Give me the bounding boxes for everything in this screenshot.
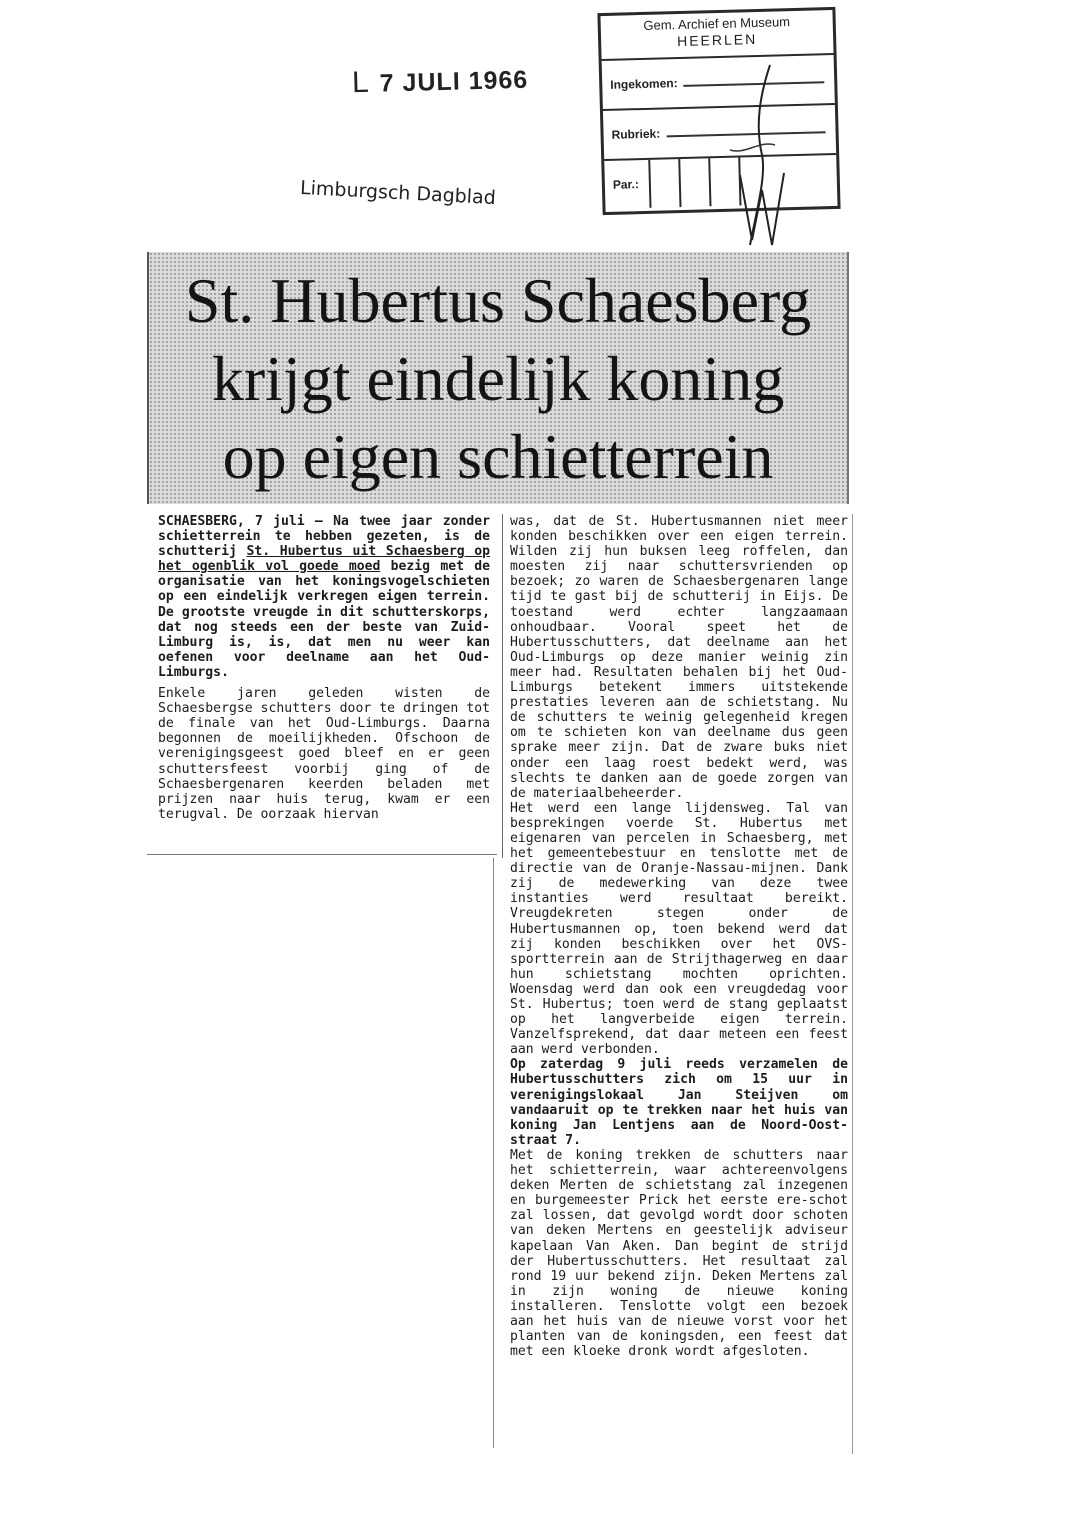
article-lead-underlined: St. Hubertus uit Schaesberg op het ogenblik vol goede moed (158, 544, 491, 575)
headline-box (147, 252, 849, 504)
column-divider-top (502, 514, 503, 858)
newspaper-source: Limburgsch Dagblad (299, 176, 497, 210)
archive-stamp-rubriek-label: Rubriek: (611, 126, 661, 142)
archive-stamp-par-label: Par.: (612, 177, 640, 192)
column-divider-bottom (493, 858, 494, 1448)
handwritten-mark-icon (700, 55, 810, 255)
article-lead-part1: Na twee jaar zonder schietterrein te hebben gezeten, is de schutterij (158, 514, 490, 560)
article-paragraph: Het werd een lange lijdensweg. Tal van besprekingen voerde St. Hubertus met eigenaren van percelen in Schaesberg, met het gemeentebestuur en tenslotte met de directie van de Oranje-Nassau-mijnen. Dank zij de medewerking van deze twee instanties werd resultaat bereikt. Vreugdekreten stegen onder de Hubertusmannen op, toen bekend werd dat zij konden beschikken over het OVS-sportterrein aan de Strijthagerweg en daar hun schietstang mochten oprichten. Woensdag werd dan ook een vreugdedag voor St. Hubertus; toen werd de stang geplaatst op het langverbeide eigen terrein. Vanzelfsprekend, dat daar meteen een feest aan werd verbonden. (510, 800, 848, 1058)
article-lead-part2: bezig met de organisatie van het koningsvogelschieten op een eindelijk verkregen eigen terrein. De grootste vreugde in dit schutterskorps, dat nog steeds een der beste van Zuid-Limburg is, is, dat men nu weer kan oefenen voor deelname aan het Oud-Limburgs. (158, 559, 490, 680)
right-column-border (852, 514, 853, 1454)
archive-stamp-header (600, 10, 833, 61)
archive-stamp-ingekomen-label: Ingekomen: (610, 76, 678, 92)
headline-line-2: krijgt eindelijk koning (211, 343, 785, 414)
article-dateline: SCHAESBERG, 7 juli — (158, 514, 323, 529)
article-column-right (510, 514, 848, 1359)
article-paragraph-bold: Op zaterdag 9 juli reeds verzamelen de Hubertusschutters zich om 15 uur in verenigingslokaal Jan Steijven om vandaaruit op te trekken naar het huis van koning Jan Lentjens aan de Noord-Oost-straat 7. (510, 1057, 848, 1148)
left-column-end-rule (147, 854, 497, 855)
article-paragraph: Met de koning trekken de schutters naar het schietterrein, waar achtereenvolgens deken Merten de schietstang zal inzegenen en burgemeester Prick het eerste ere-schot zal lossen, dat gevolgd wordt door schoten van deken Mertens en geestelijk adviseur kapelaan Van Aken. Dan begint de strijd der Hubertusschutters. Het resultaat zal rond 19 uur bekend zijn. Deken Mertens zal in zijn woning de nieuwe koning installeren. Tenslotte volgt een bezoek aan het huis van de nieuwe vorst voor het planten van de koningsden, een feest dat met een kloeke dronk wordt afgesloten. (510, 1147, 848, 1360)
article-lead (158, 514, 490, 680)
article-paragraph: was, dat de St. Hubertusmannen niet meer konden beschikken over een eigen terrein. Wilden zij hun buksen leeg roffelen, dan moesten zij naar schuttersvrienden op bezoek; zo waren de Schaesbergenaren lange tijd te gast bij de schutterij in Eijs. De toestand werd echter langzaamaan onhoudbaar. Vooral speet het de Hubertusschutters, dat deelname aan het Oud-Limburgs op deze manier weinig zin meer had. Resultaten behalen bij het Oud-Limburgs betekent immers uitstekende prestaties leveren aan de schietstang. Nu de schutters te weinig gelegenheid kregen om te schieten kon van deelname dus geen sprake meer zijn. Dat de zware buks niet onder een laag roest bedekt werd, was slechts te danken aan de goede zorgen van de materiaalbeheerder. (510, 514, 848, 801)
headline-line-1: St. Hubertus Schaesberg (184, 265, 812, 336)
date-stamp-text: 7 JULI 1966 (379, 65, 529, 98)
article-column-left (158, 514, 490, 828)
archive-stamp-city: HEERLEN (676, 30, 758, 50)
article-paragraph: Enkele jaren geleden wisten de Schaesbergse schutters door te dringen tot de finale van het Oud-Limburgs. Daarna begonnen de moeilijkheden. Ofschoon de verenigingsgeest goed bleef en er geen schuttersfeest voorbij ging of de Schaesbergenaren keerden beladen met prijzen naar huis terug, kwam er een terugval. De oorzaak hiervan (158, 686, 490, 822)
date-stamp (352, 62, 529, 101)
archive-stamp-line1: Gem. Archief en Museum (643, 14, 791, 33)
date-stamp-mark: L (351, 65, 371, 100)
headline-line-3: op eigen schietterrein (222, 421, 774, 492)
article-headline (149, 252, 847, 496)
